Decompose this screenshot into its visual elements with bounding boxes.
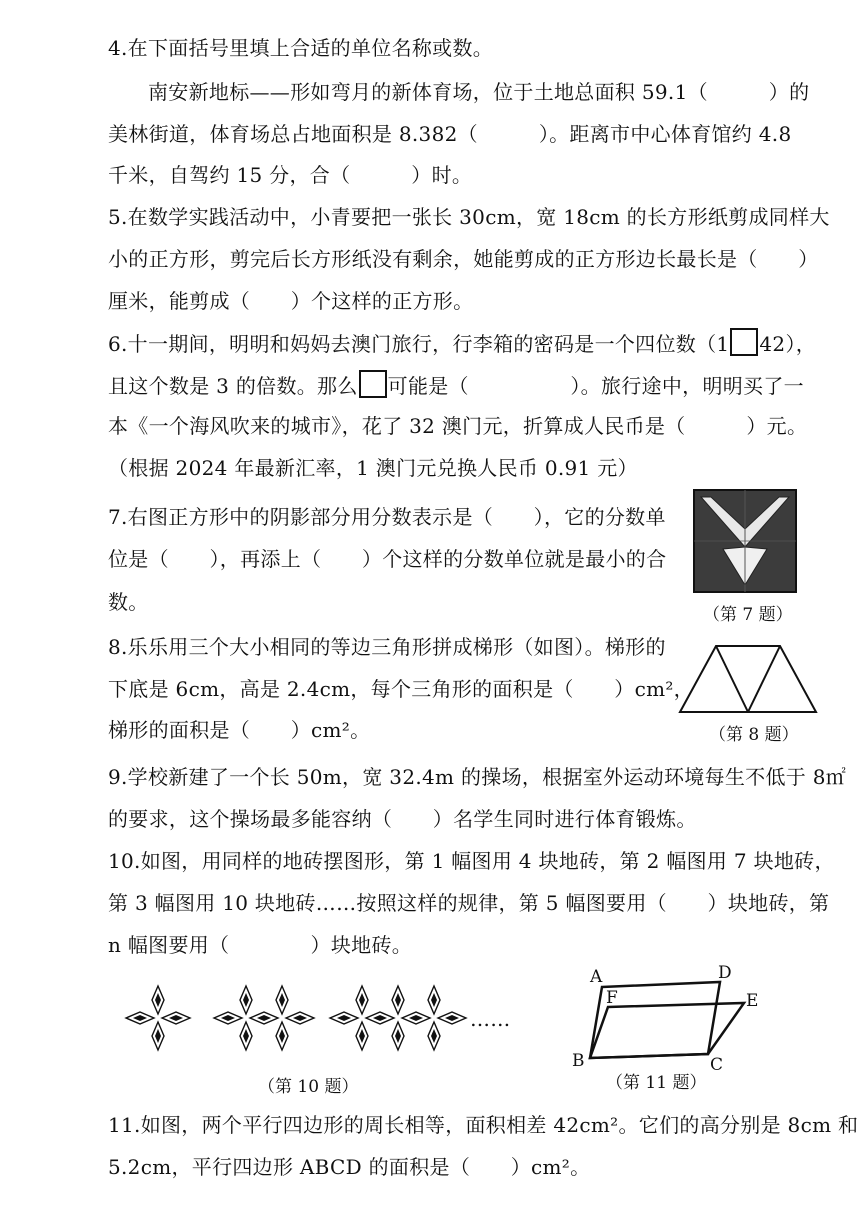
q10-caption: （第 10 题） (258, 1077, 359, 1097)
point-label-b: B (572, 1051, 585, 1071)
q8-trapezoid-figure (676, 640, 820, 716)
q10-line-1: 10.如图，用同样的地砖摆图形，第 1 幅图用 4 块地砖，第 2 幅图用 7 块地砖， (108, 849, 835, 873)
q8-line-1: 8.乐乐用三个大小相同的等边三角形拼成梯形（如图）。梯形的 (108, 635, 666, 659)
pattern-2 (214, 986, 314, 1050)
q11-line-2: 5.2cm，平行四边形 ABCD 的面积是（ ）cm²。 (108, 1155, 591, 1179)
q4-line-2: 南安新地标——形如弯月的新体育场，位于土地总面积 59.1（ ）的 (148, 80, 810, 104)
q10-line-2: 第 3 幅图用 10 块地砖……按照这样的规律，第 5 幅图要用（ ）块地砖，第 (108, 891, 830, 915)
q11-parallelograms-figure (568, 962, 768, 1072)
q10-tile-pattern-figure (122, 978, 472, 1058)
q11-caption: （第 11 题） (606, 1073, 707, 1093)
q6-line-3: 本《一个海风吹来的城市》，花了 32 澳门元，折算成人民币是（ ）元。 (108, 414, 808, 438)
q5-line-2: 小的正方形，剪完后长方形纸没有剩余，她能剪成的正方形边长最长是（ ） (108, 247, 819, 271)
q6-line-1-text-b: 42）， (759, 332, 817, 356)
pattern-3 (330, 986, 466, 1050)
q6-line-2-text-a: 且这个数是 3 的倍数。那么 (108, 374, 358, 398)
q9-line-2: 的要求，这个操场最多能容纳（ ）名学生同时进行体育锻炼。 (108, 807, 697, 831)
q5-line-3: 厘米，能剪成（ ）个这样的正方形。 (108, 289, 474, 313)
q6-line-1-text-a: 6.十一期间，明明和妈妈去澳门旅行，行李箱的密码是一个四位数（1 (108, 332, 730, 356)
q6-line-2-text-b: 可能是（ ）。旅行途中，明明买了一 (387, 374, 804, 398)
q4-line-4: 千米，自驾约 15 分，合（ ）时。 (108, 163, 473, 187)
point-label-c: C (710, 1055, 724, 1072)
digit-box-2 (359, 370, 387, 398)
q7-line-1: 7.右图正方形中的阴影部分用分数表示是（ ），它的分数单 (108, 505, 666, 529)
q8-caption: （第 8 题） (709, 725, 799, 745)
q6-line-1 (108, 328, 816, 358)
q7-caption: （第 7 题） (703, 605, 793, 625)
q8-line-2: 下底是 6cm，高是 2.4cm，每个三角形的面积是（ ）cm²， (108, 677, 694, 701)
q6-line-4: （根据 2024 年最新汇率，1 澳门元兑换人民币 0.91 元） (108, 456, 638, 480)
q7-line-2: 位是（ ），再添上（ ）个这样的分数单位就是最小的合 (108, 547, 667, 571)
q5-line-1: 5.在数学实践活动中，小青要把一张长 30cm，宽 18cm 的长方形纸剪成同样大 (108, 205, 830, 229)
point-label-e: E (746, 991, 759, 1011)
point-label-f: F (606, 988, 618, 1008)
q8-line-3: 梯形的面积是（ ）cm²。 (108, 718, 371, 742)
q9-line-1: 9.学校新建了一个长 50m，宽 32.4m 的操场，根据室外运动环境每生不低于 8㎡ (108, 765, 847, 789)
point-label-d: D (718, 963, 732, 983)
q10-line-3: n 幅图要用（ ）块地砖。 (108, 933, 413, 957)
point-label-a: A (590, 967, 603, 987)
q4-line-1: 4.在下面括号里填上合适的单位名称或数。 (108, 36, 494, 60)
q7-shaded-square-figure (693, 489, 797, 593)
q4-line-3: 美林街道，体育场总占地面积是 8.382（ ）。距离市中心体育馆约 4.8 (108, 122, 792, 146)
q10-ellipsis: …… (470, 1007, 511, 1031)
q7-line-3: 数。 (108, 590, 149, 614)
pattern-1 (126, 986, 190, 1050)
digit-box-1 (730, 328, 758, 356)
q6-line-2 (108, 370, 804, 400)
q11-line-1: 11.如图，两个平行四边形的周长相等，面积相差 42cm²。它们的高分别是 8cm 和 (108, 1113, 859, 1137)
